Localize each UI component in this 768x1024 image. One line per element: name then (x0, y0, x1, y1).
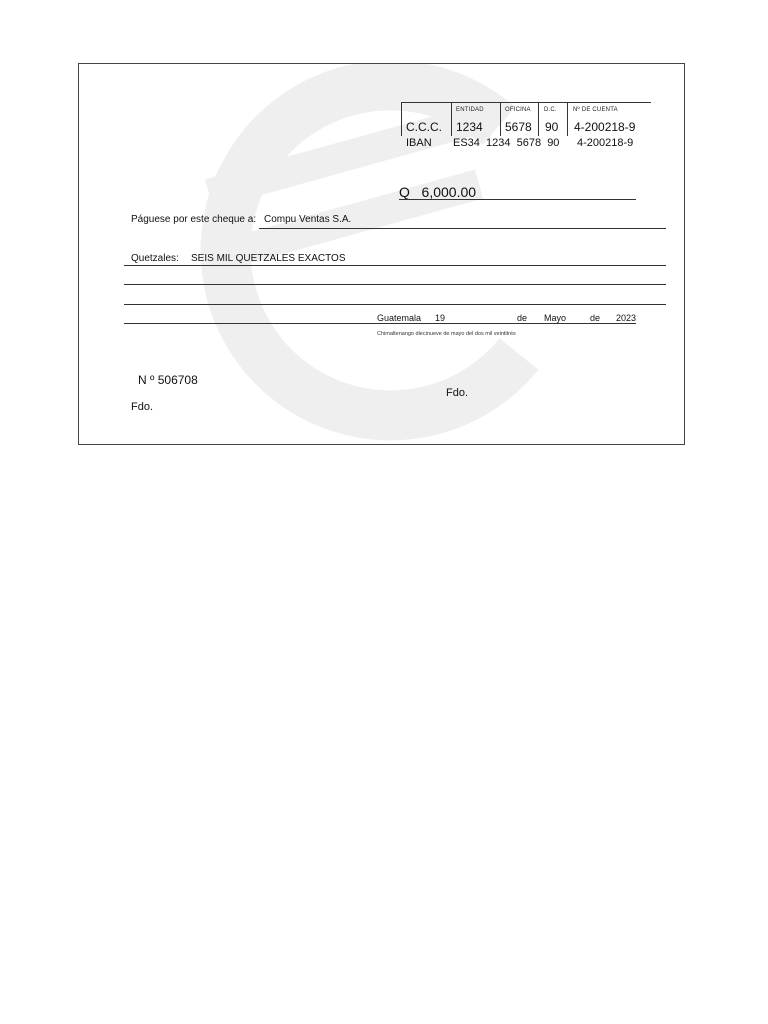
payee-label: Páguese por este cheque a: (131, 214, 257, 225)
signature-right: Fdo. (446, 387, 469, 399)
cheque (78, 63, 685, 445)
words-value: SEIS MIL QUETZALES EXACTOS (191, 253, 346, 264)
header-oficina: OFICINA (505, 107, 531, 113)
date-text: Chimaltenango diecinueve de mayo del dos mil veintitrés (377, 331, 516, 337)
ccc-cuenta: 4-200218-9 (574, 120, 636, 134)
ccc-dc: 90 (545, 120, 559, 134)
words-label: Quetzales: (131, 253, 179, 264)
ccc-label: C.C.C. (406, 120, 442, 134)
header-entidad: ENTIDAD (456, 107, 484, 113)
iban-label: IBAN (406, 137, 432, 149)
account-table-divider (500, 102, 501, 136)
words-line-2 (124, 284, 666, 285)
ccc-entidad: 1234 (456, 120, 483, 134)
amount-line (399, 199, 636, 200)
date-line (124, 323, 636, 324)
signature-left: Fdo. (131, 401, 154, 413)
header-cuenta: Nº DE CUENTA (573, 107, 618, 113)
iban-cuenta: 4-200218-9 (577, 137, 634, 149)
amount: Q 6,000.00 (399, 184, 477, 200)
date-de-1: de (517, 313, 528, 323)
cheque-number: N º 506708 (138, 373, 198, 387)
account-table-divider (567, 102, 568, 136)
date-day: 19 (435, 313, 446, 323)
account-table-divider (451, 102, 452, 136)
date-de-2: de (590, 313, 601, 323)
payee-line (259, 228, 666, 229)
account-table-left-line (401, 102, 402, 136)
date-place: Guatemala (377, 313, 422, 323)
words-line-3 (124, 304, 666, 305)
ccc-oficina: 5678 (505, 120, 532, 134)
date-month: Mayo (544, 313, 567, 323)
header-dc: D.C. (544, 107, 557, 113)
words-line (124, 265, 666, 266)
iban-value: ES34 1234 5678 90 (453, 137, 560, 149)
payee-value: Compu Ventas S.A. (264, 214, 352, 225)
account-table-top-line (401, 102, 651, 103)
account-table-divider (538, 102, 539, 136)
date-year: 2023 (616, 313, 637, 323)
